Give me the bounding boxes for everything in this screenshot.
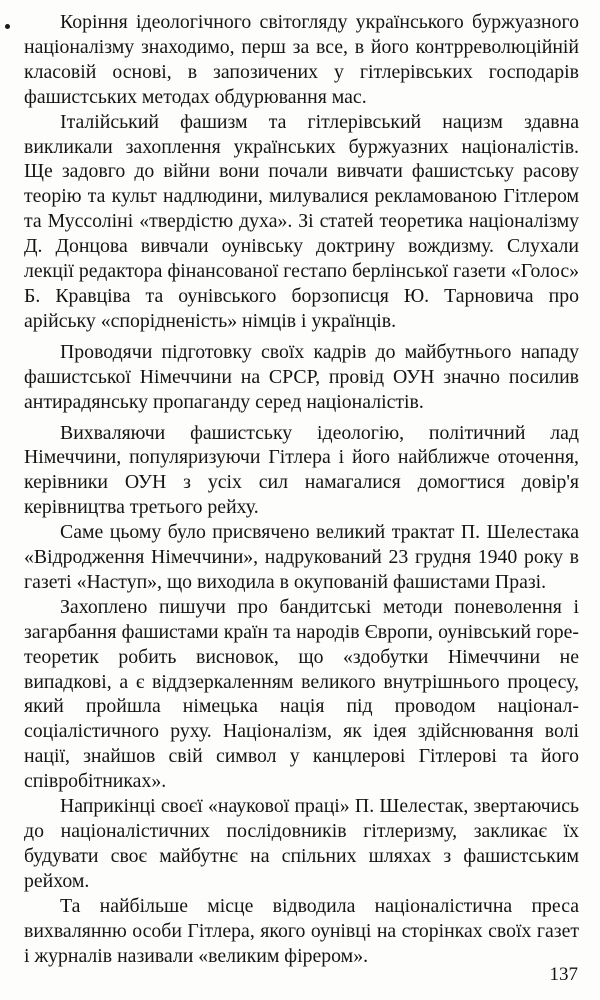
page-number: 137 [549, 964, 578, 985]
paragraph-3: Проводячи підготовку своїх кадрів до майбутнього нападу фашистської Німеччини на СРСР, провід ОУН значно посилив антирадянську пропаганду серед націоналістів. [24, 340, 579, 413]
paragraph-7: Наприкінці своєї «наукової праці» П. Шелестак, звертаючись до націоналістичних послідовників гітлеризму, закликає їх будувати своє майбутнє на спільних шляхах з фашистським рейхом. [24, 795, 579, 892]
paragraph-8: Та найбільше місце відводила націоналістична преса вихвалянню особи Гітлера, якого оунівці на сторінках своїх газет і журналів називали «великим фірером». [24, 894, 579, 967]
paragraph-6: Захоплено пишучи про бандитські методи поневолення і загарбання фашистами країн та народів Європи, оунівський горе-теоретик робить висновок, що «здобутки Німеччини не випадкові, а є віддзеркаленням великого внутрішнього процесу, який пройшла німецька нація під проводом націонал-соціалістичного руху. Націоналізм, як ідея здійснювання волі нації, знайшов свій символ у канцлерові Гітлерові та його співробітниках». [24, 595, 579, 793]
paragraph-4: Вихваляючи фашистську ідеологію, політичний лад Німеччини, популяризуючи Гітлера і його найближче оточення, керівники ОУН з усіх сил намагалися домогтися довір'я керівництва третього рейху. [24, 421, 579, 519]
paragraph-2: Італійський фашизм та гітлерівський нацизм здавна викликали захоплення українських буржуазних націоналістів. Ще задовго до війни вони почали вивчати фашистську расову теорію та культ надлюдини, милувалися рекламованою Гітлером та Муссоліні «твердістю духа». Зі статей теоретика націоналізму Д. Донцова вивчали оунівську доктрину вождизму. Слухали лекції редактора фінансованої гестапо берлінської газети «Голос» Б. Кравціва та оунівського борзописця Ю. Тарновича про арійську «спорідненість» німців і українців. [24, 110, 579, 332]
paragraph-5: Саме цьому було присвячено великий трактат П. Шелестака «Відродження Німеччини», надрукований 23 грудня 1940 року в газеті «Наступ», що виходила в окупованій фашистами Празі. [24, 521, 579, 593]
paragraph-1: Коріння ідеологічного світогляду українського буржуазного націоналізму знаходимо, перш за все, в його контрреволюційній класовій основі, в запозичених у гітлерівських господарів фашистських методах обдурювання мас. [24, 11, 579, 108]
margin-dot-mark [5, 24, 10, 29]
body-text [24, 10, 579, 968]
